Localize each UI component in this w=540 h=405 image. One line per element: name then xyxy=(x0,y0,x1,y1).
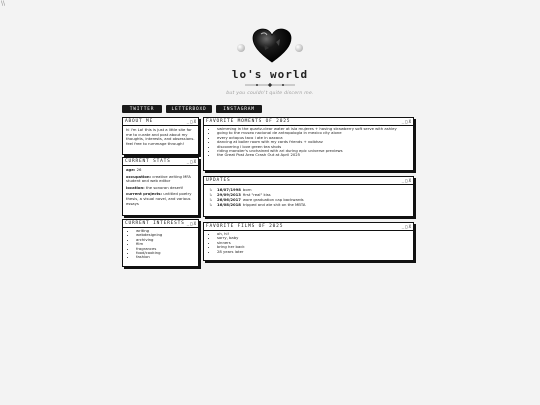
nav-letterboxd-button[interactable]: LETTERBOXD xyxy=(166,105,212,113)
updates-window xyxy=(203,176,414,217)
list-item: • dancing at boiler room with my cards friends + voibhav xyxy=(217,140,410,144)
heart-logo-icon xyxy=(252,28,292,64)
updates-window-titlebar[interactable] xyxy=(204,177,413,185)
about-window-titlebar[interactable] xyxy=(123,118,198,126)
window-controls xyxy=(187,159,196,164)
list-item: • film xyxy=(136,242,195,246)
update-text: born xyxy=(242,187,252,192)
minimize-icon[interactable]: _ xyxy=(401,178,405,183)
update-text: tripped and ate shit on the MBTA xyxy=(242,202,306,207)
interests-list xyxy=(126,229,195,260)
stat-value: the sonoran desert! xyxy=(144,184,184,190)
updates-body xyxy=(204,185,413,209)
list-item: • 28 years later xyxy=(217,250,410,254)
stat-value: creative writing MFA student and web editor xyxy=(126,173,191,184)
window-controls xyxy=(402,224,411,229)
list-item: • swimming in the quartz-clear water at isla mujeres + having strawberry soft serve with ashley xyxy=(217,127,410,131)
stat-value: 26 xyxy=(135,167,142,172)
list-item: • food/cooking xyxy=(136,251,195,255)
close-icon[interactable]: X xyxy=(193,159,196,164)
interests-body xyxy=(123,228,198,262)
arrow-icon: ↳ xyxy=(209,192,213,197)
list-item: • webdesigning xyxy=(136,233,195,237)
films-window-title: FAVORITE FILMS OF 2025 xyxy=(206,224,284,229)
update-text: first "real" kiss xyxy=(242,192,271,197)
interests-window-title: CURRENT INTERESTS xyxy=(125,221,185,226)
films-window xyxy=(203,222,414,261)
stats-window-title: CURRENT STATS xyxy=(125,159,171,164)
nav-twitter-button[interactable]: TWITTER xyxy=(122,105,162,113)
close-icon[interactable]: X xyxy=(193,221,196,226)
window-controls xyxy=(402,178,411,183)
window-controls xyxy=(187,221,196,226)
list-item: • fragrances xyxy=(136,247,195,251)
close-icon[interactable]: X xyxy=(408,224,411,229)
restore-icon[interactable]: □ xyxy=(190,159,193,164)
close-icon[interactable]: X xyxy=(408,178,411,183)
moments-body xyxy=(204,126,413,160)
window-controls xyxy=(402,119,411,124)
list-item: • oh, hi! xyxy=(217,232,410,236)
restore-icon[interactable]: □ xyxy=(405,224,408,229)
stat-row xyxy=(126,175,195,184)
site-tagline: but you couldn't quite discern me. xyxy=(226,91,314,96)
stat-label: current projects: xyxy=(126,191,163,197)
corner-mark: \\ xyxy=(1,0,6,7)
update-row xyxy=(207,202,410,207)
minimize-icon[interactable]: _ xyxy=(186,119,190,124)
list-item: • sorry, baby xyxy=(217,236,410,240)
nav-bar xyxy=(122,105,266,113)
stats-window xyxy=(122,157,199,216)
update-text: wore graduation cap backwards xyxy=(242,197,304,202)
restore-icon[interactable]: □ xyxy=(190,221,193,226)
update-date: 26/06/2017 xyxy=(217,197,241,202)
stat-label: age: xyxy=(126,167,136,172)
site-title: lo's world xyxy=(231,68,309,81)
update-date: 29/09/2013 xyxy=(217,192,241,197)
list-item: • sinners xyxy=(217,241,410,245)
title-ornament xyxy=(245,83,295,87)
pearl-left-icon xyxy=(237,44,245,52)
stat-row xyxy=(126,186,195,191)
interests-window-titlebar[interactable] xyxy=(123,220,198,228)
minimize-icon[interactable]: _ xyxy=(401,224,405,229)
update-date: 16/07/1998 xyxy=(217,187,241,192)
moments-window xyxy=(203,117,414,171)
update-date: 16/08/2018 xyxy=(217,202,241,207)
minimize-icon[interactable]: _ xyxy=(186,159,190,164)
stat-label: location: xyxy=(126,184,145,190)
list-item: • fashion xyxy=(136,255,195,259)
list-item: • archiving xyxy=(136,238,195,242)
nav-instagram-button[interactable]: INSTAGRAM xyxy=(216,105,262,113)
films-list xyxy=(207,232,410,254)
window-controls xyxy=(187,119,196,124)
moments-window-titlebar[interactable] xyxy=(204,118,413,126)
about-window xyxy=(122,117,199,155)
stat-row xyxy=(126,168,195,173)
films-body xyxy=(204,231,413,256)
moments-window-title: FAVORITE MOMENTS OF 2025 xyxy=(206,119,291,124)
films-window-titlebar[interactable] xyxy=(204,223,413,231)
close-icon[interactable]: X xyxy=(193,119,196,124)
stats-window-titlebar[interactable] xyxy=(123,158,198,166)
list-item: • writing xyxy=(136,229,195,233)
arrow-icon: ↳ xyxy=(209,202,213,207)
restore-icon[interactable]: □ xyxy=(190,119,193,124)
minimize-icon[interactable]: _ xyxy=(186,221,190,226)
stat-value: untitled poetry thesis, a visual novel, and various essays xyxy=(126,191,192,206)
list-item: • riding monster's unchained with ari during epic universe previews xyxy=(217,149,410,153)
list-item: • bring her back xyxy=(217,245,410,249)
stat-label: occupation: xyxy=(126,173,152,179)
interests-window xyxy=(122,219,199,267)
updates-window-title: UPDATES xyxy=(206,178,231,183)
list-item: • the Great Post Area Crash Out at April 2025 xyxy=(217,153,410,157)
arrow-icon: ↳ xyxy=(209,197,213,202)
pearl-right-icon xyxy=(295,44,303,52)
restore-icon[interactable]: □ xyxy=(405,119,408,124)
close-icon[interactable]: X xyxy=(408,119,411,124)
about-window-title: ABOUT ME xyxy=(125,119,154,124)
restore-icon[interactable]: □ xyxy=(405,178,408,183)
list-item: • going to the museo nacional de antropología in mexico city alone xyxy=(217,131,410,135)
minimize-icon[interactable]: _ xyxy=(401,119,405,124)
list-item: • every octopus taco i ate in oaxaca xyxy=(217,136,410,140)
stats-body xyxy=(123,166,198,210)
about-text: hi i'm Lo! this is just a little site for me to curate and post about my thoughts, interests, and obsessions. feel free to rummage through! xyxy=(126,127,195,146)
stat-row xyxy=(126,192,195,206)
list-item: • discovering i love green tea shots xyxy=(217,145,410,149)
moments-list xyxy=(207,127,410,158)
arrow-icon: ↳ xyxy=(209,187,213,192)
